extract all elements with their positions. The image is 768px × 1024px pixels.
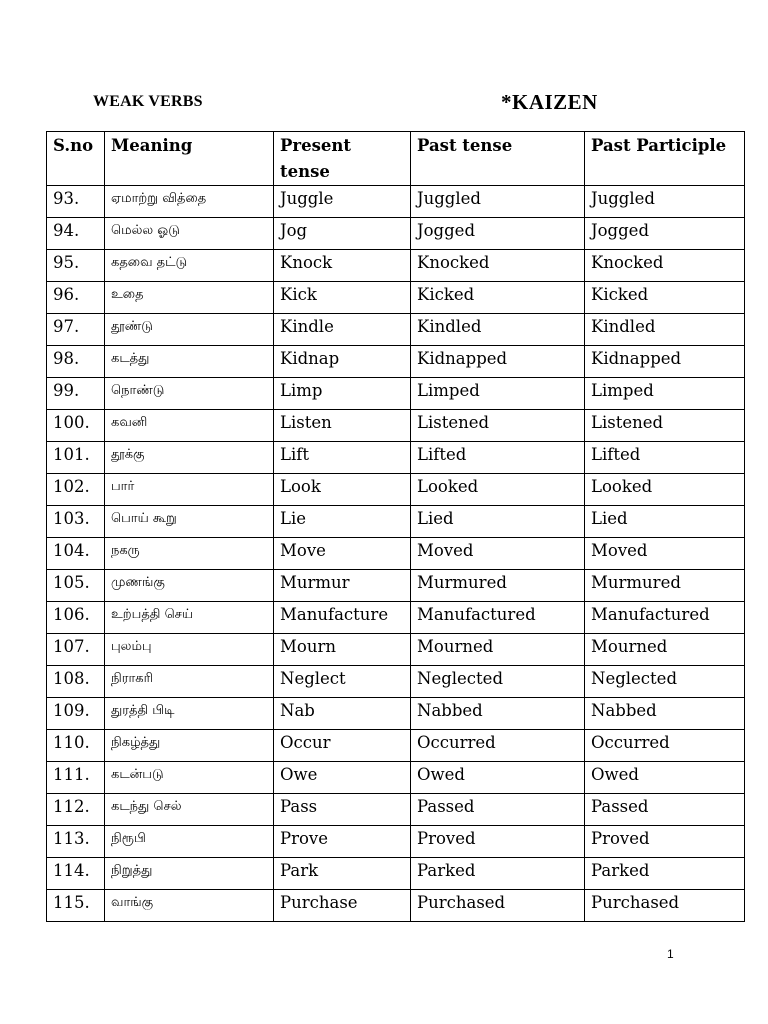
- serial-number-cell: 95.: [47, 250, 105, 282]
- past-participle-cell: Occurred: [585, 730, 745, 762]
- table-row: [47, 442, 745, 474]
- serial-number-cell: 104.: [47, 538, 105, 570]
- table-row: [47, 762, 745, 794]
- present-tense-cell: Look: [274, 474, 411, 506]
- present-tense-cell: Nab: [274, 698, 411, 730]
- serial-number-cell: 97.: [47, 314, 105, 346]
- past-participle-cell: Juggled: [585, 186, 745, 218]
- meaning-cell: புலம்பு: [105, 634, 274, 666]
- table-row: [47, 602, 745, 634]
- past-participle-cell: Kidnapped: [585, 346, 745, 378]
- past-participle-cell: Mourned: [585, 634, 745, 666]
- serial-number-cell: 100.: [47, 410, 105, 442]
- past-tense-cell: Knocked: [411, 250, 585, 282]
- past-tense-cell: Kindled: [411, 314, 585, 346]
- past-participle-cell: Manufactured: [585, 602, 745, 634]
- table-row: [47, 474, 745, 506]
- past-tense-cell: Nabbed: [411, 698, 585, 730]
- table-row: [47, 730, 745, 762]
- meaning-cell: கவனி: [105, 410, 274, 442]
- past-participle-cell: Jogged: [585, 218, 745, 250]
- present-tense-cell: Knock: [274, 250, 411, 282]
- present-tense-cell: Purchase: [274, 890, 411, 922]
- serial-number-cell: 96.: [47, 282, 105, 314]
- meaning-cell: துரத்தி பிடி: [105, 698, 274, 730]
- weak-verbs-table: [46, 131, 745, 922]
- table-row: [47, 506, 745, 538]
- present-tense-cell: Neglect: [274, 666, 411, 698]
- meaning-cell: நகரு: [105, 538, 274, 570]
- meaning-cell: நிறுத்து: [105, 858, 274, 890]
- past-participle-cell: Proved: [585, 826, 745, 858]
- past-tense-cell: Parked: [411, 858, 585, 890]
- column-header-meaning: Meaning: [105, 132, 274, 186]
- past-tense-cell: Mourned: [411, 634, 585, 666]
- present-tense-cell: Kindle: [274, 314, 411, 346]
- past-participle-cell: Purchased: [585, 890, 745, 922]
- meaning-cell: நிகழ்த்து: [105, 730, 274, 762]
- past-tense-cell: Lifted: [411, 442, 585, 474]
- present-tense-cell: Lie: [274, 506, 411, 538]
- past-participle-cell: Moved: [585, 538, 745, 570]
- present-tense-cell: Prove: [274, 826, 411, 858]
- table-row: [47, 794, 745, 826]
- present-tense-cell: Owe: [274, 762, 411, 794]
- past-participle-cell: Limped: [585, 378, 745, 410]
- present-tense-cell: Limp: [274, 378, 411, 410]
- serial-number-cell: 107.: [47, 634, 105, 666]
- past-tense-cell: Passed: [411, 794, 585, 826]
- serial-number-cell: 113.: [47, 826, 105, 858]
- serial-number-cell: 93.: [47, 186, 105, 218]
- past-participle-cell: Lifted: [585, 442, 745, 474]
- present-tense-cell: Lift: [274, 442, 411, 474]
- table-body: [47, 186, 745, 922]
- past-tense-cell: Neglected: [411, 666, 585, 698]
- table-header-row: [47, 132, 745, 186]
- past-tense-cell: Occurred: [411, 730, 585, 762]
- column-header-present-tense: Present tense: [274, 132, 411, 186]
- table-row: [47, 538, 745, 570]
- past-participle-cell: Passed: [585, 794, 745, 826]
- serial-number-cell: 110.: [47, 730, 105, 762]
- brand-heading: *KAIZEN: [501, 90, 598, 114]
- table-row: [47, 282, 745, 314]
- serial-number-cell: 114.: [47, 858, 105, 890]
- present-tense-cell: Listen: [274, 410, 411, 442]
- past-tense-cell: Looked: [411, 474, 585, 506]
- serial-number-cell: 99.: [47, 378, 105, 410]
- past-tense-cell: Jogged: [411, 218, 585, 250]
- document-title: WEAK VERBS: [93, 93, 203, 110]
- table-row: [47, 666, 745, 698]
- past-participle-cell: Kicked: [585, 282, 745, 314]
- present-tense-cell: Juggle: [274, 186, 411, 218]
- table-row: [47, 378, 745, 410]
- serial-number-cell: 111.: [47, 762, 105, 794]
- present-tense-cell: Park: [274, 858, 411, 890]
- table-row: [47, 218, 745, 250]
- past-tense-cell: Proved: [411, 826, 585, 858]
- table-row: [47, 698, 745, 730]
- meaning-cell: உற்பத்தி செய்: [105, 602, 274, 634]
- serial-number-cell: 115.: [47, 890, 105, 922]
- past-tense-cell: Lied: [411, 506, 585, 538]
- table-row: [47, 858, 745, 890]
- serial-number-cell: 105.: [47, 570, 105, 602]
- meaning-cell: நிரூபி: [105, 826, 274, 858]
- meaning-cell: கடத்து: [105, 346, 274, 378]
- past-participle-cell: Nabbed: [585, 698, 745, 730]
- present-tense-cell: Manufacture: [274, 602, 411, 634]
- meaning-cell: கடன்படு: [105, 762, 274, 794]
- serial-number-cell: 102.: [47, 474, 105, 506]
- serial-number-cell: 103.: [47, 506, 105, 538]
- table-row: [47, 570, 745, 602]
- meaning-cell: நொண்டு: [105, 378, 274, 410]
- past-participle-cell: Looked: [585, 474, 745, 506]
- meaning-cell: மெல்ல ஓடு: [105, 218, 274, 250]
- present-tense-cell: Kick: [274, 282, 411, 314]
- past-tense-cell: Moved: [411, 538, 585, 570]
- table-row: [47, 826, 745, 858]
- serial-number-cell: 108.: [47, 666, 105, 698]
- table-row: [47, 250, 745, 282]
- past-tense-cell: Listened: [411, 410, 585, 442]
- table-row: [47, 346, 745, 378]
- table-row: [47, 634, 745, 666]
- table-row: [47, 314, 745, 346]
- past-participle-cell: Kindled: [585, 314, 745, 346]
- table-row: [47, 410, 745, 442]
- column-header-sno: S.no: [47, 132, 105, 186]
- meaning-cell: பார்: [105, 474, 274, 506]
- serial-number-cell: 101.: [47, 442, 105, 474]
- meaning-cell: வாங்கு: [105, 890, 274, 922]
- serial-number-cell: 109.: [47, 698, 105, 730]
- past-participle-cell: Murmured: [585, 570, 745, 602]
- past-participle-cell: Neglected: [585, 666, 745, 698]
- past-tense-cell: Manufactured: [411, 602, 585, 634]
- past-tense-cell: Murmured: [411, 570, 585, 602]
- present-tense-cell: Move: [274, 538, 411, 570]
- meaning-cell: தூண்டு: [105, 314, 274, 346]
- table-row: [47, 186, 745, 218]
- serial-number-cell: 112.: [47, 794, 105, 826]
- past-tense-cell: Kicked: [411, 282, 585, 314]
- present-tense-cell: Mourn: [274, 634, 411, 666]
- meaning-cell: உதை: [105, 282, 274, 314]
- past-tense-cell: Juggled: [411, 186, 585, 218]
- past-tense-cell: Purchased: [411, 890, 585, 922]
- present-tense-cell: Kidnap: [274, 346, 411, 378]
- past-participle-cell: Knocked: [585, 250, 745, 282]
- meaning-cell: நிராகரி: [105, 666, 274, 698]
- column-header-past-participle: Past Participle: [585, 132, 745, 186]
- present-tense-cell: Murmur: [274, 570, 411, 602]
- past-tense-cell: Kidnapped: [411, 346, 585, 378]
- present-tense-cell: Pass: [274, 794, 411, 826]
- past-participle-cell: Owed: [585, 762, 745, 794]
- past-tense-cell: Limped: [411, 378, 585, 410]
- serial-number-cell: 98.: [47, 346, 105, 378]
- column-header-past-tense: Past tense: [411, 132, 585, 186]
- serial-number-cell: 94.: [47, 218, 105, 250]
- past-participle-cell: Listened: [585, 410, 745, 442]
- meaning-cell: கடந்து செல்: [105, 794, 274, 826]
- meaning-cell: பொய் கூறு: [105, 506, 274, 538]
- present-tense-cell: Jog: [274, 218, 411, 250]
- past-participle-cell: Lied: [585, 506, 745, 538]
- present-tense-cell: Occur: [274, 730, 411, 762]
- past-tense-cell: Owed: [411, 762, 585, 794]
- past-participle-cell: Parked: [585, 858, 745, 890]
- table-row: [47, 890, 745, 922]
- meaning-cell: ஏமாற்று வித்தை: [105, 186, 274, 218]
- meaning-cell: முணங்கு: [105, 570, 274, 602]
- meaning-cell: கதவை தட்டு: [105, 250, 274, 282]
- meaning-cell: தூக்கு: [105, 442, 274, 474]
- page-number: 1: [667, 947, 674, 961]
- serial-number-cell: 106.: [47, 602, 105, 634]
